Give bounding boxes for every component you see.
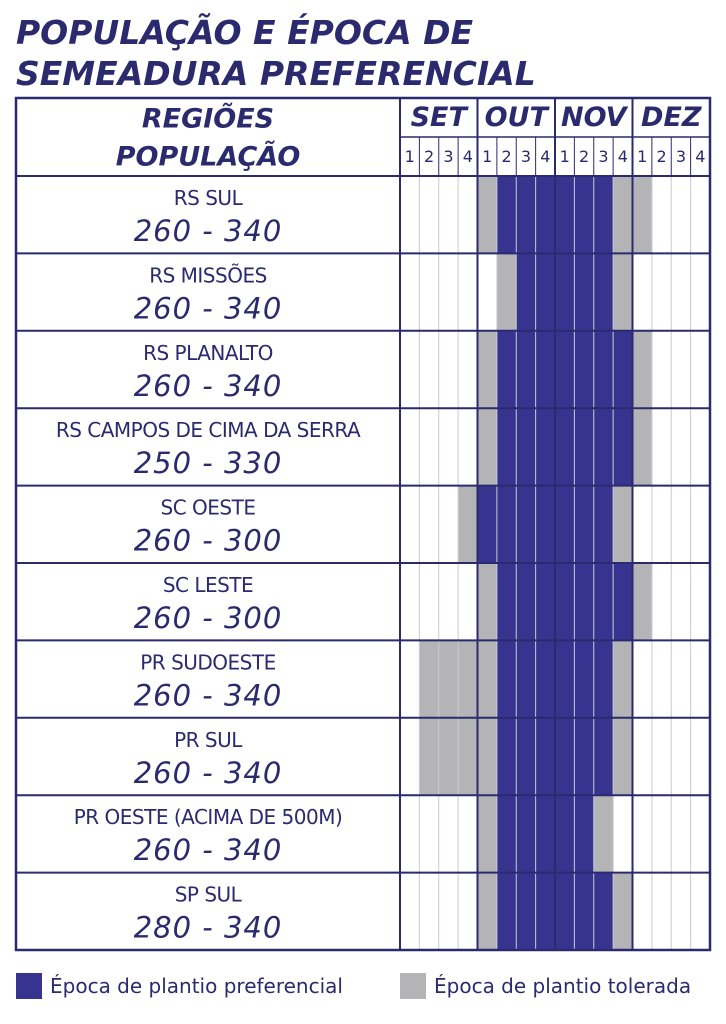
preferred-cell-r7-w11: [594, 640, 614, 717]
region-label-7: PR SUDOESTE: [140, 650, 276, 675]
legend-preferred: [16, 972, 343, 1000]
week-number-label: 1: [637, 147, 648, 166]
preferred-cell-r3-w7: [516, 331, 536, 408]
preferred-cell-r6-w11: [594, 563, 614, 640]
preferred-cell-r8-w7: [516, 718, 536, 795]
preferred-cell-r8-w9: [555, 718, 575, 795]
tolerated-cell-r8-w2: [419, 718, 439, 795]
preferred-cell-r4-w11: [594, 408, 614, 485]
preferred-cell-r10-w6: [497, 873, 517, 950]
preferred-cell-r6-w8: [536, 563, 556, 640]
preferred-cell-r9-w8: [536, 795, 556, 872]
tolerated-cell-r8-w12: [613, 718, 633, 795]
preferred-cell-r3-w9: [555, 331, 575, 408]
week-number-label: 3: [675, 147, 687, 166]
preferred-cell-r1-w7: [516, 176, 536, 253]
preferred-cell-r5-w6: [497, 486, 517, 563]
legend-tolerated-label: Época de plantio tolerada: [434, 974, 692, 998]
population-label-3: 260 - 340: [133, 368, 283, 403]
region-label-9: PR OESTE (ACIMA DE 500M): [73, 805, 343, 830]
week-number-label: 3: [443, 147, 454, 166]
tolerated-cell-r9-w11: [594, 795, 614, 872]
preferred-cell-r4-w6: [497, 408, 517, 485]
population-label-9: 260 - 340: [133, 833, 283, 868]
preferred-cell-r2-w8: [536, 253, 556, 330]
region-label-8: PR SUL: [174, 727, 242, 752]
population-label-2: 260 - 340: [133, 291, 283, 326]
preferred-cell-r7-w8: [536, 640, 556, 717]
tolerated-cell-r9-w5: [478, 795, 498, 872]
preferred-cell-r10-w10: [574, 873, 594, 950]
preferred-cell-r2-w10: [574, 253, 594, 330]
week-number-label: 3: [598, 147, 609, 166]
preferred-cell-r5-w8: [536, 486, 556, 563]
preferred-cell-r8-w6: [497, 718, 517, 795]
tolerated-cell-r7-w12: [613, 640, 633, 717]
tolerated-cell-r6-w5: [478, 563, 498, 640]
week-number-label: 4: [617, 147, 628, 166]
preferred-cell-r6-w7: [516, 563, 536, 640]
preferred-cell-r9-w6: [497, 795, 517, 872]
week-number-label: 4: [540, 147, 551, 166]
legend-tolerated: [400, 972, 691, 1000]
preferred-cell-r1-w10: [574, 176, 594, 253]
tolerated-cell-r7-w5: [478, 640, 498, 717]
legend-tolerated-swatch: [400, 973, 426, 999]
week-number-label: 1: [404, 147, 415, 166]
week-number-label: 1: [482, 147, 493, 166]
preferred-cell-r8-w11: [594, 718, 614, 795]
preferred-cell-r7-w9: [555, 640, 575, 717]
week-number-label: 2: [656, 147, 667, 166]
week-number-label: 2: [501, 147, 512, 166]
population-label-6: 260 - 300: [133, 601, 283, 635]
month-label-set: SET: [410, 102, 467, 133]
preferred-cell-r6-w9: [555, 563, 575, 640]
month-label-out: OUT: [484, 102, 548, 133]
region-label-5: SC OESTE: [160, 495, 256, 520]
legend-preferred-swatch: [16, 973, 42, 999]
week-number-label: 2: [423, 147, 435, 166]
preferred-cell-r8-w8: [536, 718, 556, 795]
preferred-cell-r7-w7: [516, 640, 536, 717]
tolerated-cell-r2-w12: [613, 253, 633, 330]
preferred-cell-r5-w10: [574, 486, 594, 563]
region-label-4: RS CAMPOS DE CIMA DA SERRA: [55, 418, 361, 443]
tolerated-cell-r2-w6: [497, 253, 517, 330]
preferred-cell-r10-w8: [536, 873, 556, 950]
preferred-cell-r7-w10: [574, 640, 594, 717]
population-label-7: 260 - 340: [133, 678, 283, 713]
tolerated-cell-r6-w13: [633, 563, 653, 640]
preferred-cell-r4-w8: [536, 408, 556, 485]
preferred-cell-r10-w9: [555, 873, 575, 950]
tolerated-cell-r8-w5: [478, 718, 498, 795]
preferred-cell-r9-w9: [555, 795, 575, 872]
title-line-2: SEMEADURA PREFERENCIAL: [16, 54, 536, 93]
tolerated-cell-r4-w5: [478, 408, 498, 485]
region-label-6: SC LESTE: [162, 573, 254, 597]
preferred-cell-r3-w6: [497, 331, 517, 408]
tolerated-cell-r7-w2: [419, 640, 439, 717]
preferred-cell-r6-w10: [574, 563, 594, 640]
tolerated-cell-r8-w4: [458, 718, 478, 795]
region-label-3: RS PLANALTO: [143, 340, 273, 365]
week-number-label: 4: [695, 147, 706, 166]
preferred-cell-r4-w12: [613, 408, 633, 485]
population-label-8: 260 - 340: [133, 755, 283, 790]
preferred-cell-r2-w7: [516, 253, 536, 330]
legend-preferred-label: Época de plantio preferencial: [50, 974, 343, 998]
preferred-cell-r6-w12: [613, 563, 633, 640]
preferred-cell-r1-w6: [497, 176, 517, 253]
preferred-cell-r2-w9: [555, 253, 575, 330]
preferred-cell-r5-w11: [594, 486, 614, 563]
preferred-cell-r5-w5: [478, 486, 498, 563]
preferred-cell-r5-w9: [555, 486, 575, 563]
tolerated-cell-r4-w13: [633, 408, 653, 485]
preferred-cell-r10-w7: [516, 873, 536, 950]
tolerated-cell-r8-w3: [439, 718, 459, 795]
tolerated-cell-r5-w4: [458, 486, 478, 563]
preferred-cell-r4-w10: [574, 408, 594, 485]
preferred-cell-r3-w11: [594, 331, 614, 408]
week-number-label: 4: [462, 147, 473, 166]
region-label-10: SP SUL: [174, 882, 242, 907]
tolerated-cell-r1-w5: [478, 176, 498, 253]
population-label-10: 280 - 340: [133, 910, 283, 945]
tolerated-cell-r3-w13: [633, 331, 653, 408]
preferred-cell-r3-w8: [536, 331, 556, 408]
tolerated-cell-r7-w3: [439, 640, 459, 717]
preferred-cell-r9-w7: [516, 795, 536, 872]
preferred-cell-r1-w8: [536, 176, 556, 253]
tolerated-cell-r10-w5: [478, 873, 498, 950]
region-label-2: RS MISSÕES: [149, 263, 267, 288]
tolerated-cell-r10-w12: [613, 873, 633, 950]
preferred-cell-r10-w11: [594, 873, 614, 950]
preferred-cell-r5-w7: [516, 486, 536, 563]
preferred-cell-r7-w6: [497, 640, 517, 717]
tolerated-cell-r1-w12: [613, 176, 633, 253]
tolerated-cell-r3-w5: [478, 331, 498, 408]
title-line-1: POPULAÇÃO E ÉPOCA DE: [16, 13, 474, 52]
preferred-cell-r8-w10: [574, 718, 594, 795]
preferred-cell-r1-w11: [594, 176, 614, 253]
week-number-label: 1: [559, 147, 570, 166]
preferred-cell-r6-w6: [497, 563, 517, 640]
month-label-nov: NOV: [561, 102, 627, 133]
region-label-1: RS SUL: [173, 186, 243, 210]
tolerated-cell-r1-w13: [633, 176, 653, 253]
week-number-label: 3: [520, 147, 532, 166]
month-label-dez: DEZ: [641, 102, 702, 133]
preferred-cell-r2-w11: [594, 253, 614, 330]
preferred-cell-r3-w12: [613, 331, 633, 408]
preferred-cell-r3-w10: [574, 331, 594, 408]
header-regions-label: REGIÕES: [141, 103, 275, 135]
preferred-cell-r9-w10: [574, 795, 594, 872]
preferred-cell-r4-w9: [555, 408, 575, 485]
population-label-4: 250 - 330: [133, 446, 283, 481]
week-number-label: 2: [578, 147, 590, 166]
tolerated-cell-r5-w12: [613, 486, 633, 563]
tolerated-cell-r7-w4: [458, 640, 478, 717]
preferred-cell-r4-w7: [516, 408, 536, 485]
population-label-1: 260 - 340: [133, 214, 283, 248]
preferred-cell-r1-w9: [555, 176, 575, 253]
header-population-label: POPULAÇÃO: [115, 141, 301, 173]
population-label-5: 260 - 300: [133, 523, 283, 558]
